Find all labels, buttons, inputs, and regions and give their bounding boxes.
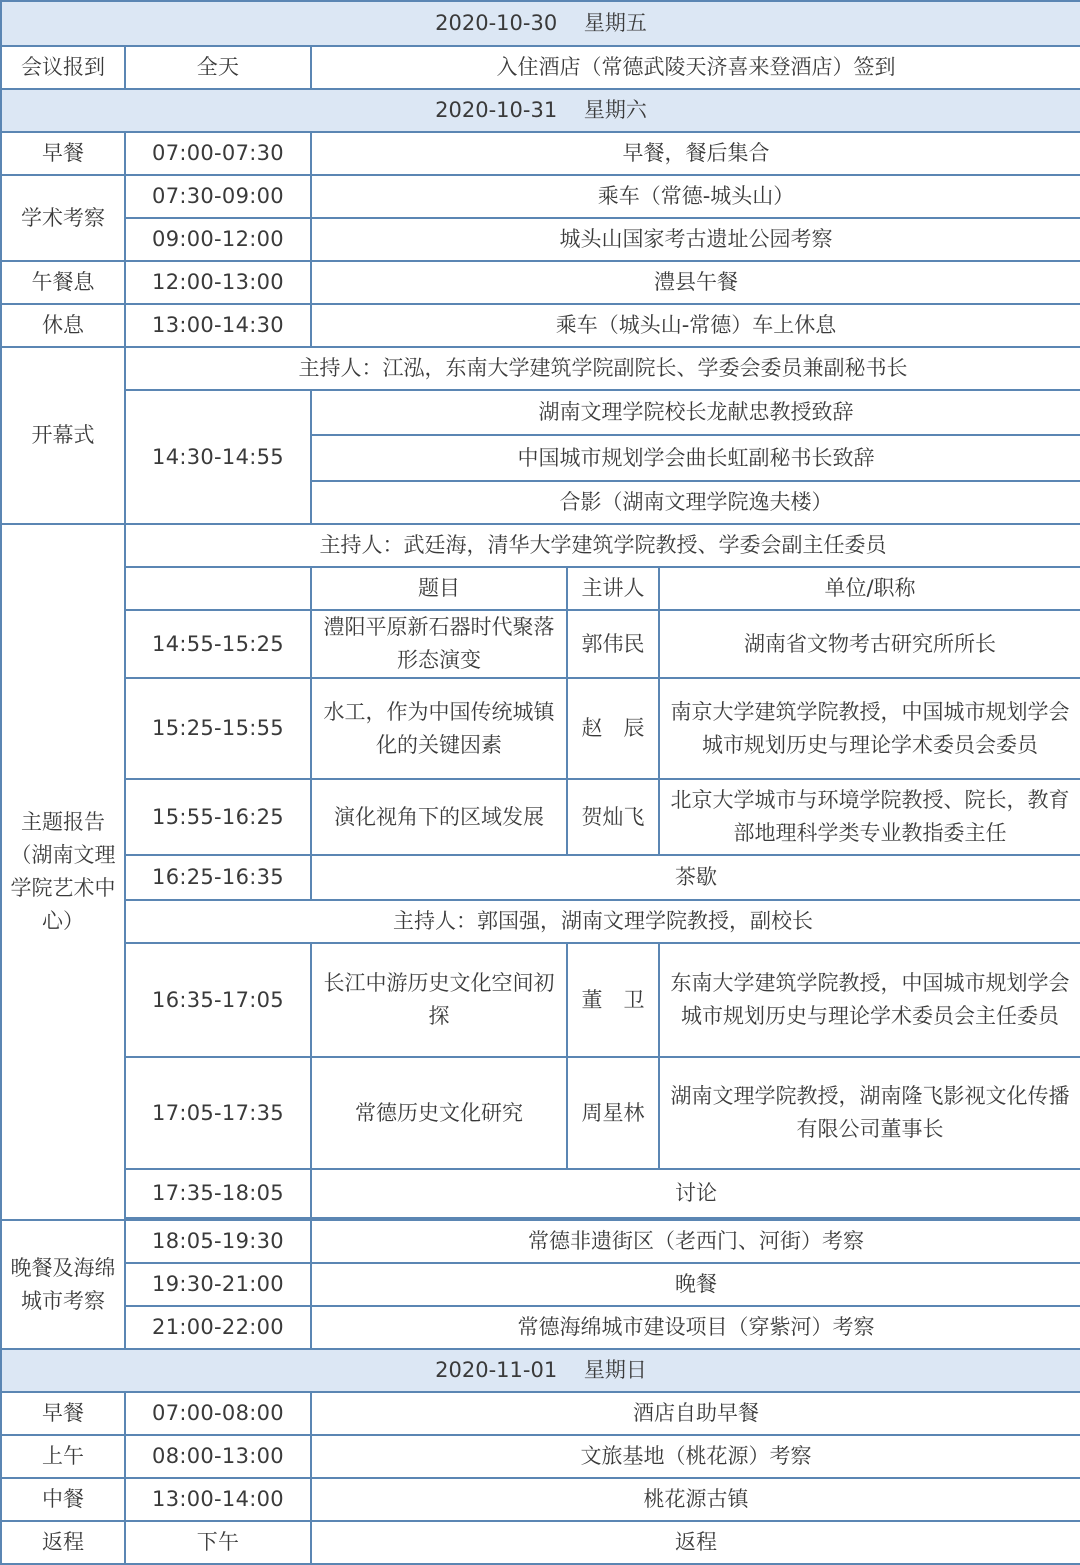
time-cell: 14:30-14:55: [125, 390, 311, 524]
activity-cell: 返程: [311, 1521, 1080, 1564]
date-text: 2020-11-01: [435, 1358, 558, 1382]
activity-cell: 常德非遗街区（老西门、河街）考察: [311, 1220, 1080, 1263]
column-header-speaker: 主讲人: [567, 567, 659, 610]
weekday-text: 星期日: [583, 1358, 647, 1382]
topic-cell: 水工，作为中国传统城镇化的关键因素: [311, 678, 567, 779]
table-row: [1, 175, 1080, 218]
empty-cell: [125, 567, 311, 610]
column-header-topic: 题目: [311, 567, 567, 610]
date-text: 2020-10-30: [435, 11, 558, 35]
activity-cell: 澧县午餐: [311, 261, 1080, 304]
time-cell: 16:25-16:35: [125, 855, 311, 900]
talk-row: [1, 610, 1080, 678]
time-cell: 全天: [125, 46, 311, 89]
category-cell: 早餐: [1, 1392, 125, 1435]
speaker-cell: 周星林: [567, 1057, 659, 1169]
unit-cell: 北京大学城市与环境学院教授、院长，教育部地理科学类专业教指委主任: [659, 779, 1080, 855]
table-row: [1, 304, 1080, 347]
table-row: [1, 347, 1080, 390]
speaker-cell: 郭伟民: [567, 610, 659, 678]
date-row: [1, 1, 1080, 46]
time-cell: 17:05-17:35: [125, 1057, 311, 1169]
category-cell: 中餐: [1, 1478, 125, 1521]
time-cell: 12:00-13:00: [125, 261, 311, 304]
category-cell: 会议报到: [1, 46, 125, 89]
time-cell: 21:00-22:00: [125, 1306, 311, 1349]
activity-cell: 乘车（城头山-常德）车上休息: [311, 304, 1080, 347]
host-cell: 主持人：郭国强，湖南文理学院教授，副校长: [125, 900, 1080, 943]
unit-cell: 东南大学建筑学院教授，中国城市规划学会城市规划历史与理论学术委员会主任委员: [659, 943, 1080, 1057]
time-cell: 15:55-16:25: [125, 779, 311, 855]
activity-cell: 常德海绵城市建设项目（穿紫河）考察: [311, 1306, 1080, 1349]
time-cell: 19:30-21:00: [125, 1263, 311, 1306]
date-header: [1, 1, 1080, 46]
talks-header-row: [1, 567, 1080, 610]
activity-cell: 中国城市规划学会曲长虹副秘书长致辞: [311, 435, 1080, 481]
talk-row: [1, 1057, 1080, 1169]
activity-cell: 桃花源古镇: [311, 1478, 1080, 1521]
table-row: [1, 855, 1080, 900]
time-cell: 15:25-15:55: [125, 678, 311, 779]
activity-cell: 晚餐: [311, 1263, 1080, 1306]
time-cell: 18:05-19:30: [125, 1220, 311, 1263]
host-cell: 主持人：江泓，东南大学建筑学院副院长、学委会委员兼副秘书长: [125, 347, 1080, 390]
table-row: [1, 1435, 1080, 1478]
date-row: [1, 1349, 1080, 1392]
activity-cell: 城头山国家考古遗址公园考察: [311, 218, 1080, 261]
topic-cell: 澧阳平原新石器时代聚落形态演变: [311, 610, 567, 678]
talk-row: [1, 943, 1080, 1057]
time-cell: 下午: [125, 1521, 311, 1564]
table-row: [1, 46, 1080, 89]
speaker-cell: 董 卫: [567, 943, 659, 1057]
table-row: [1, 1478, 1080, 1521]
table-row: [1, 218, 1080, 261]
topic-cell: 演化视角下的区域发展: [311, 779, 567, 855]
category-cell: 开幕式: [1, 347, 125, 524]
time-cell: 09:00-12:00: [125, 218, 311, 261]
table-row: [1, 1392, 1080, 1435]
category-cell: 上午: [1, 1435, 125, 1478]
table-row: [1, 900, 1080, 943]
column-header-unit: 单位/职称: [659, 567, 1080, 610]
category-cell: 早餐: [1, 132, 125, 175]
category-cell: 主题报告（湖南文理学院艺术中心）: [1, 524, 125, 1220]
category-cell: 学术考察: [1, 175, 125, 261]
activity-cell: 乘车（常德-城头山）: [311, 175, 1080, 218]
topic-cell: 常德历史文化研究: [311, 1057, 567, 1169]
activity-cell: 入住酒店（常德武陵天济喜来登酒店）签到: [311, 46, 1080, 89]
activity-cell: 酒店自助早餐: [311, 1392, 1080, 1435]
date-header: [1, 89, 1080, 132]
topic-cell: 长江中游历史文化空间初探: [311, 943, 567, 1057]
date-text: 2020-10-31: [435, 98, 558, 122]
time-cell: 13:00-14:30: [125, 304, 311, 347]
activity-cell: 茶歇: [311, 855, 1080, 900]
unit-cell: 湖南文理学院教授，湖南隆飞影视文化传播有限公司董事长: [659, 1057, 1080, 1169]
table-row: [1, 132, 1080, 175]
speaker-cell: 贺灿飞: [567, 779, 659, 855]
activity-cell: 早餐，餐后集合: [311, 132, 1080, 175]
time-cell: 13:00-14:00: [125, 1478, 311, 1521]
unit-cell: 南京大学建筑学院教授，中国城市规划学会城市规划历史与理论学术委员会委员: [659, 678, 1080, 779]
table-row: [1, 261, 1080, 304]
time-cell: 17:35-18:05: [125, 1169, 311, 1218]
time-cell: 07:30-09:00: [125, 175, 311, 218]
host-cell: 主持人：武廷海，清华大学建筑学院教授、学委会副主任委员: [125, 524, 1080, 567]
category-cell: 返程: [1, 1521, 125, 1564]
table-row: [1, 1306, 1080, 1349]
table-row: [1, 390, 1080, 435]
table-row: [1, 1169, 1080, 1218]
table-row: [1, 1220, 1080, 1263]
activity-cell: 合影（湖南文理学院逸夫楼）: [311, 481, 1080, 524]
weekday-text: 星期六: [583, 98, 647, 122]
table-row: [1, 1263, 1080, 1306]
weekday-text: 星期五: [583, 11, 647, 35]
table-row: [1, 524, 1080, 567]
date-row: [1, 89, 1080, 132]
activity-cell: 讨论: [311, 1169, 1080, 1218]
time-cell: 07:00-07:30: [125, 132, 311, 175]
speaker-cell: 赵 辰: [567, 678, 659, 779]
date-header: [1, 1349, 1080, 1392]
time-cell: 07:00-08:00: [125, 1392, 311, 1435]
table-row: [1, 1521, 1080, 1564]
category-cell: 午餐息: [1, 261, 125, 304]
time-cell: 16:35-17:05: [125, 943, 311, 1057]
talk-row: [1, 678, 1080, 779]
activity-cell: 文旅基地（桃花源）考察: [311, 1435, 1080, 1478]
talk-row: [1, 779, 1080, 855]
category-cell: 休息: [1, 304, 125, 347]
category-cell: 晚餐及海绵城市考察: [1, 1220, 125, 1349]
time-cell: 08:00-13:00: [125, 1435, 311, 1478]
unit-cell: 湖南省文物考古研究所所长: [659, 610, 1080, 678]
time-cell: 14:55-15:25: [125, 610, 311, 678]
activity-cell: 湖南文理学院校长龙献忠教授致辞: [311, 390, 1080, 435]
